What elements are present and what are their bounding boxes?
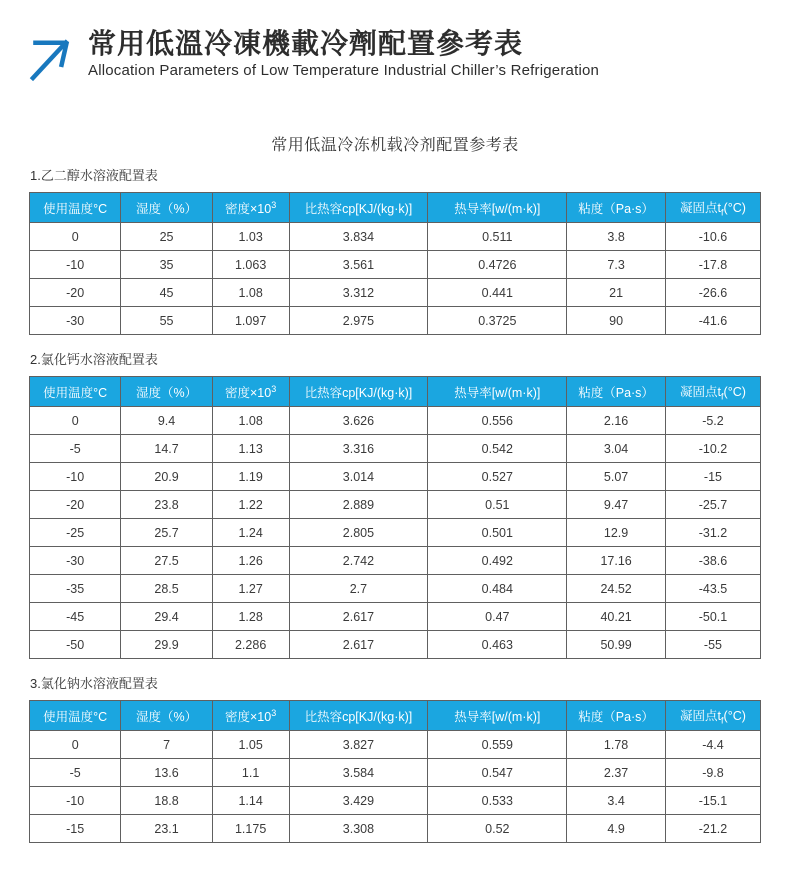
table-cell: -20 xyxy=(30,279,121,307)
table-cell: 1.27 xyxy=(212,575,289,603)
table-cell: -10.2 xyxy=(665,435,760,463)
table-cell: -30 xyxy=(30,307,121,335)
column-header: 热导率[w/(m·k)] xyxy=(428,377,567,407)
column-header: 凝固点$t_f(^\circ C)$ xyxy=(665,377,760,407)
table-cell: 1.13 xyxy=(212,435,289,463)
table-row xyxy=(30,279,761,307)
section-label-ethylene-glycol: 1.乙二醇水溶液配置表 xyxy=(30,168,158,183)
header-row xyxy=(30,377,761,407)
table-cell: -9.8 xyxy=(665,759,760,787)
table-cell: 3.312 xyxy=(289,279,428,307)
table-cell: 1.78 xyxy=(567,731,666,759)
table-cell: 2.286 xyxy=(212,631,289,659)
table-row xyxy=(30,307,761,335)
table-cell: -30 xyxy=(30,547,121,575)
table-cell: 1.063 xyxy=(212,251,289,279)
table-cell: 3.429 xyxy=(289,787,428,815)
document-title: 常用低温冷冻机载冷剂配置参考表 xyxy=(271,137,519,154)
table-cell: 40.21 xyxy=(567,603,666,631)
table-cell: -25.7 xyxy=(665,491,760,519)
table-cell: 9.47 xyxy=(567,491,666,519)
table-row xyxy=(30,787,761,815)
table-cell: 23.8 xyxy=(121,491,212,519)
table-row xyxy=(30,603,761,631)
table-cell: 0.501 xyxy=(428,519,567,547)
column-header: 粘度（Pa·s） xyxy=(567,377,666,407)
table-row xyxy=(30,547,761,575)
table-cell: 45 xyxy=(121,279,212,307)
table-cell: 0.533 xyxy=(428,787,567,815)
table-cell: 12.9 xyxy=(567,519,666,547)
table-cell: 55 xyxy=(121,307,212,335)
table-row xyxy=(30,759,761,787)
column-header: 密度$\times 10^3$ xyxy=(212,193,289,223)
table-cell: -4.4 xyxy=(665,731,760,759)
table-cell: -20 xyxy=(30,491,121,519)
table-cell: 18.8 xyxy=(121,787,212,815)
arrow-up-right-icon xyxy=(26,30,80,86)
column-header: 粘度（Pa·s） xyxy=(567,193,666,223)
table-cell: 29.9 xyxy=(121,631,212,659)
table-cell: 3.4 xyxy=(567,787,666,815)
brand-subtitle: Allocation Parameters of Low Temperature Industrial Chiller’s Refrigeration xyxy=(88,62,600,80)
table-cell: 0.3725 xyxy=(428,307,567,335)
table-cell: 7 xyxy=(121,731,212,759)
table-cell: -10.6 xyxy=(665,223,760,251)
table-cell: 2.805 xyxy=(289,519,428,547)
column-header: 热导率[w/(m·k)] xyxy=(428,701,567,731)
table-cell: 25 xyxy=(121,223,212,251)
table-cell: 1.19 xyxy=(212,463,289,491)
column-header: 比热容cp[KJ/(kg·k)] xyxy=(289,701,428,731)
column-header: 热导率[w/(m·k)] xyxy=(428,193,567,223)
table-cell: 2.7 xyxy=(289,575,428,603)
table-cell: -55 xyxy=(665,631,760,659)
table-cell: -10 xyxy=(30,787,121,815)
table-row xyxy=(30,251,761,279)
table-sodium-chloride xyxy=(29,700,761,843)
table-cell: 2.37 xyxy=(567,759,666,787)
table-cell: 0.556 xyxy=(428,407,567,435)
table-cell: 1.08 xyxy=(212,407,289,435)
table-cell: 0 xyxy=(30,731,121,759)
table-cell: -50.1 xyxy=(665,603,760,631)
table-row xyxy=(30,519,761,547)
table-cell: 0.492 xyxy=(428,547,567,575)
table-cell: 0.511 xyxy=(428,223,567,251)
column-header: 密度$\times 10^3$ xyxy=(212,701,289,731)
brand-text xyxy=(88,28,599,79)
table-cell: 3.316 xyxy=(289,435,428,463)
table-row xyxy=(30,223,761,251)
table-cell: -50 xyxy=(30,631,121,659)
table-cell: 1.03 xyxy=(212,223,289,251)
table-cell: -15.1 xyxy=(665,787,760,815)
header-row xyxy=(30,701,761,731)
column-header: 使用温度°C xyxy=(30,377,121,407)
table-cell: -17.8 xyxy=(665,251,760,279)
table-cell: 9.4 xyxy=(121,407,212,435)
column-header: 湿度（%） xyxy=(121,193,212,223)
table-cell: 35 xyxy=(121,251,212,279)
table-cell: 3.561 xyxy=(289,251,428,279)
table-cell: -5 xyxy=(30,759,121,787)
table-cell: 0.527 xyxy=(428,463,567,491)
table-cell: -45 xyxy=(30,603,121,631)
table-cell: 0.47 xyxy=(428,603,567,631)
table-cell: 14.7 xyxy=(121,435,212,463)
table-cell: -15 xyxy=(665,463,760,491)
table-cell: 0.542 xyxy=(428,435,567,463)
table-cell: -26.6 xyxy=(665,279,760,307)
column-header: 粘度（Pa·s） xyxy=(567,701,666,731)
table-cell: 1.097 xyxy=(212,307,289,335)
column-header: 湿度（%） xyxy=(121,377,212,407)
table-cell: 23.1 xyxy=(121,815,212,843)
table-cell: -38.6 xyxy=(665,547,760,575)
table-cell: 0 xyxy=(30,223,121,251)
table-cell: 2.617 xyxy=(289,631,428,659)
table-cell: 3.626 xyxy=(289,407,428,435)
table-cell: 1.1 xyxy=(212,759,289,787)
section-label-sodium-chloride: 3.氯化钠水溶液配置表 xyxy=(30,676,158,691)
table-cell: 7.3 xyxy=(567,251,666,279)
column-header: 比热容cp[KJ/(kg·k)] xyxy=(289,377,428,407)
table-cell: 20.9 xyxy=(121,463,212,491)
table-cell: 4.9 xyxy=(567,815,666,843)
table-cell: 0.463 xyxy=(428,631,567,659)
table-cell: 1.08 xyxy=(212,279,289,307)
table-row xyxy=(30,731,761,759)
table-cell: 0.52 xyxy=(428,815,567,843)
table-ethylene-glycol xyxy=(29,192,761,335)
table-cell: -43.5 xyxy=(665,575,760,603)
table-cell: -21.2 xyxy=(665,815,760,843)
table-cell: -10 xyxy=(30,463,121,491)
table-cell: 0 xyxy=(30,407,121,435)
table-cell: 2.889 xyxy=(289,491,428,519)
table-cell: -5.2 xyxy=(665,407,760,435)
table-cell: 17.16 xyxy=(567,547,666,575)
table-calcium-chloride xyxy=(29,376,761,659)
table-cell: 5.07 xyxy=(567,463,666,491)
column-header: 凝固点$t_f(^\circ C)$ xyxy=(665,193,760,223)
table-cell: 24.52 xyxy=(567,575,666,603)
table-cell: 3.014 xyxy=(289,463,428,491)
table-cell: 1.05 xyxy=(212,731,289,759)
table-cell: 3.04 xyxy=(567,435,666,463)
table-cell: 1.22 xyxy=(212,491,289,519)
column-header: 密度$\times 10^3$ xyxy=(212,377,289,407)
table-cell: 1.175 xyxy=(212,815,289,843)
table-cell: 2.16 xyxy=(567,407,666,435)
column-header: 凝固点$t_f(^\circ C)$ xyxy=(665,701,760,731)
table-cell: 13.6 xyxy=(121,759,212,787)
table-cell: 21 xyxy=(567,279,666,307)
table-cell: 3.584 xyxy=(289,759,428,787)
table-cell: -35 xyxy=(30,575,121,603)
table-cell: 27.5 xyxy=(121,547,212,575)
table-cell: 3.827 xyxy=(289,731,428,759)
table-cell: 1.14 xyxy=(212,787,289,815)
table-cell: 2.742 xyxy=(289,547,428,575)
table-cell: 0.4726 xyxy=(428,251,567,279)
table-cell: -5 xyxy=(30,435,121,463)
table-row xyxy=(30,575,761,603)
table-cell: -31.2 xyxy=(665,519,760,547)
brand-header xyxy=(0,0,790,86)
table-cell: 0.441 xyxy=(428,279,567,307)
column-header: 使用温度°C xyxy=(30,701,121,731)
table-cell: 1.24 xyxy=(212,519,289,547)
column-header: 比热容cp[KJ/(kg·k)] xyxy=(289,193,428,223)
table-cell: 3.8 xyxy=(567,223,666,251)
table-row xyxy=(30,407,761,435)
column-header: 使用温度°C xyxy=(30,193,121,223)
table-cell: 2.975 xyxy=(289,307,428,335)
table-cell: 1.26 xyxy=(212,547,289,575)
table-row xyxy=(30,463,761,491)
brand-title: 常用低溫冷凍機載冷劑配置參考表 xyxy=(88,28,524,59)
table-cell: -15 xyxy=(30,815,121,843)
table-row xyxy=(30,815,761,843)
table-cell: 28.5 xyxy=(121,575,212,603)
table-cell: 25.7 xyxy=(121,519,212,547)
table-cell: 1.28 xyxy=(212,603,289,631)
table-row xyxy=(30,631,761,659)
header-row xyxy=(30,193,761,223)
table-cell: -25 xyxy=(30,519,121,547)
section-label-calcium-chloride: 2.氯化钙水溶液配置表 xyxy=(30,352,158,367)
table-cell: 0.484 xyxy=(428,575,567,603)
table-cell: 90 xyxy=(567,307,666,335)
table-cell: 3.308 xyxy=(289,815,428,843)
table-cell: 2.617 xyxy=(289,603,428,631)
table-cell: 0.559 xyxy=(428,731,567,759)
table-cell: 0.547 xyxy=(428,759,567,787)
table-row xyxy=(30,435,761,463)
table-cell: 50.99 xyxy=(567,631,666,659)
table-row xyxy=(30,491,761,519)
table-cell: -41.6 xyxy=(665,307,760,335)
table-cell: -10 xyxy=(30,251,121,279)
table-cell: 0.51 xyxy=(428,491,567,519)
column-header: 湿度（%） xyxy=(121,701,212,731)
table-cell: 3.834 xyxy=(289,223,428,251)
table-cell: 29.4 xyxy=(121,603,212,631)
